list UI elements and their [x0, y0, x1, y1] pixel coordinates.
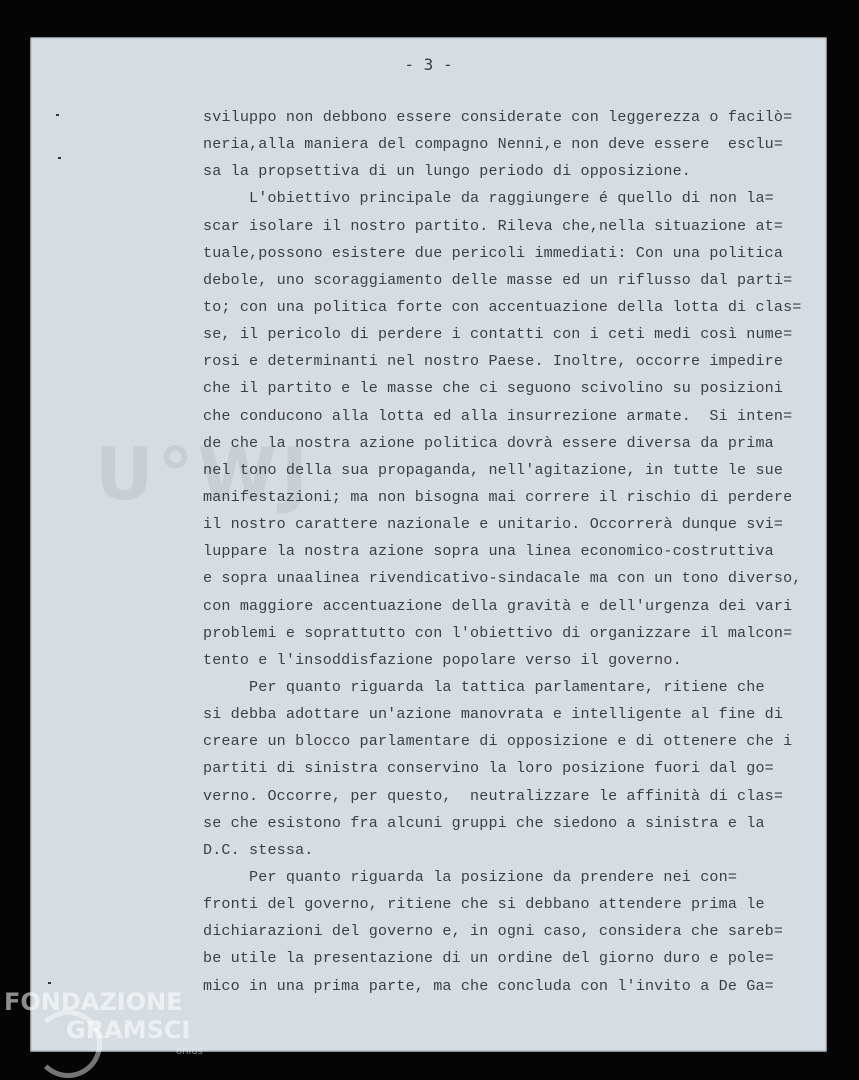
text-line: D.C. stessa.	[203, 840, 314, 859]
text-line: Per quanto riguarda la posizione da prendere nei con=	[203, 867, 738, 886]
text-line: dichiarazioni del governo e, in ogni caso, considera che sareb=	[203, 922, 784, 941]
margin-mark	[56, 114, 59, 116]
text-line: creare un blocco parlamentare di opposizione e di ottenere che i	[203, 732, 793, 751]
fondazione-gramsci-watermark	[4, 988, 219, 1080]
text-line: che il partito e le masse che ci seguono scivolino su posizioni	[203, 379, 784, 398]
text-line: il nostro carattere nazionale e unitario. Occorrerà dunque svi=	[203, 515, 784, 534]
show-through-text: U°WJ	[95, 432, 312, 516]
text-line: debole, uno scoraggiamento delle masse ed un riflusso dal parti=	[203, 270, 793, 289]
text-line: con maggiore accentuazione della gravità e dell'urgenza dei vari	[203, 596, 793, 615]
text-line: mico in una prima parte, ma che concluda con l'invito a De Ga=	[203, 976, 774, 995]
text-line: verno. Occorre, per questo, neutralizzare le affinità di clas=	[203, 786, 784, 805]
document-page	[30, 37, 827, 1052]
text-line: Per quanto riguarda la tattica parlamentare, ritiene che	[203, 677, 765, 696]
margin-mark	[48, 982, 51, 984]
watermark-suffix: onlus	[176, 1046, 203, 1057]
text-line: be utile la presentazione di un ordine del giorno duro e pole=	[203, 949, 774, 968]
text-line: luppare la nostra azione sopra una linea economico-costruttiva	[203, 542, 774, 561]
typewritten-text	[203, 104, 823, 1000]
watermark-line1: FONDAZIONE	[4, 988, 183, 1016]
text-line: scar isolare il nostro partito. Rileva che,nella situazione at=	[203, 216, 784, 235]
text-line: se che esistono fra alcuni gruppi che siedono a sinistra e la	[203, 813, 765, 832]
text-line: neria,alla maniera del compagno Nenni,e non deve essere esclu=	[203, 135, 784, 154]
text-line: che conducono alla lotta ed alla insurrezione armate. Si inten=	[203, 406, 793, 425]
watermark-line2: GRAMSCI	[66, 1016, 191, 1044]
margin-mark	[58, 157, 61, 159]
text-line: se, il pericolo di perdere i contatti con i ceti medi così nume=	[203, 325, 793, 344]
text-line: rosi e determinanti nel nostro Paese. Inoltre, occorre impedire	[203, 352, 784, 371]
text-line: tento e l'insoddisfazione popolare verso il governo.	[203, 650, 682, 669]
text-line: L'obiettivo principale da raggiungere é quello di non la=	[203, 189, 774, 208]
text-line: fronti del governo, ritiene che si debbano attendere prima le	[203, 895, 765, 914]
text-line: si debba adottare un'azione manovrata e intelligente al fine di	[203, 705, 784, 724]
text-line: nel tono della sua propaganda, nell'agitazione, in tutte le sue	[203, 460, 784, 479]
text-line: partiti di sinistra conservino la loro posizione fuori dal go=	[203, 759, 774, 778]
text-line: tuale,possono esistere due pericoli immediati: Con una politica	[203, 243, 784, 262]
text-line: sviluppo non debbono essere considerate con leggerezza o facilò=	[203, 108, 793, 126]
text-line: problemi e soprattutto con l'obiettivo di organizzare il malcon=	[203, 623, 793, 642]
text-line: de che la nostra azione politica dovrà essere diversa da prima	[203, 433, 774, 452]
text-line: manifestazioni; ma non bisogna mai correre il rischio di perdere	[203, 487, 793, 506]
text-line: e sopra unaalinea rivendicativo-sindacale ma con un tono diverso,	[203, 569, 802, 588]
text-line: to; con una politica forte con accentuazione della lotta di clas=	[203, 297, 802, 316]
text-line: sa la propsettiva di un lungo periodo di opposizione.	[203, 162, 692, 181]
page-number: - 3 -	[404, 55, 453, 74]
